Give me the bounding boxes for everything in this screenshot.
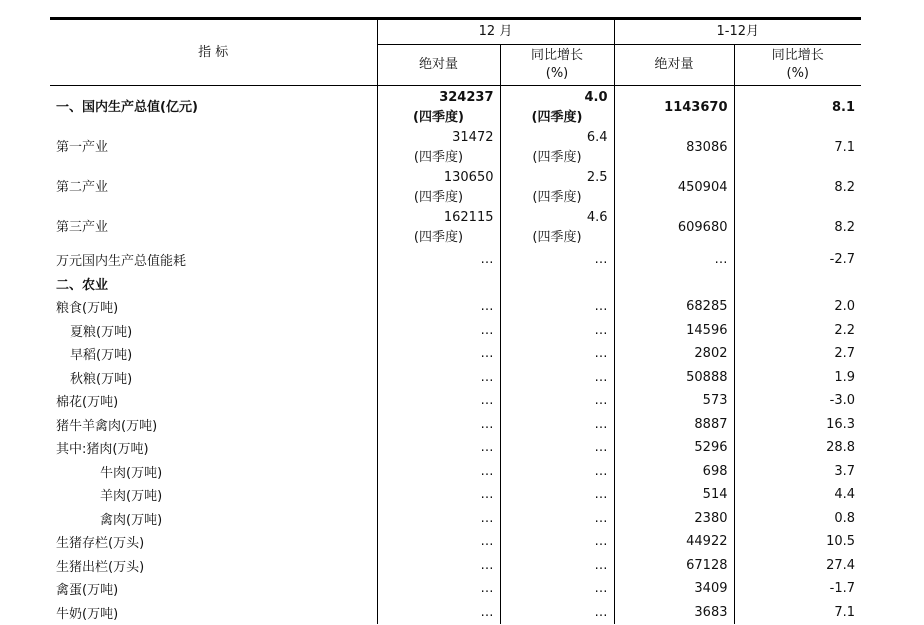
month-growth-note: (四季度) bbox=[532, 230, 582, 245]
year-growth-value: 8.2 bbox=[834, 180, 856, 195]
month-growth-value: … bbox=[500, 413, 614, 437]
year-abs-value: 3409 bbox=[614, 577, 734, 601]
month-growth-note: (四季度) bbox=[532, 190, 582, 205]
month-abs-value: … bbox=[377, 460, 500, 484]
year-growth-value: 2.7 bbox=[834, 346, 856, 362]
month-abs-value bbox=[377, 272, 500, 296]
year-growth-value: 8.1 bbox=[831, 100, 856, 115]
year-growth-value: 28.8 bbox=[826, 440, 856, 456]
month-growth-value: … bbox=[500, 436, 614, 460]
month-growth-number: 4.0 bbox=[584, 90, 608, 105]
month-abs-value bbox=[377, 86, 500, 129]
table-row bbox=[50, 460, 861, 484]
statistics-table bbox=[50, 17, 861, 624]
year-growth-value: 7.1 bbox=[834, 604, 856, 620]
month-abs-number: 324237 bbox=[439, 90, 494, 105]
indicator-name: 棉花(万吨) bbox=[50, 389, 377, 413]
year-growth-value: -3.0 bbox=[829, 393, 856, 409]
month-growth-value: … bbox=[500, 460, 614, 484]
month-abs-value bbox=[377, 128, 500, 168]
table-row bbox=[50, 342, 861, 366]
year-abs-value: 698 bbox=[614, 460, 734, 484]
year-abs-value: 514 bbox=[614, 483, 734, 507]
table-row bbox=[50, 86, 861, 129]
month-abs-note: (四季度) bbox=[413, 110, 464, 125]
month-growth-label: 同比增长 bbox=[530, 48, 583, 63]
year-abs-value bbox=[614, 272, 734, 296]
table-row bbox=[50, 248, 861, 272]
month-abs-value: … bbox=[377, 577, 500, 601]
indicator-name: 早稻(万吨) bbox=[50, 342, 377, 366]
month-group-header: 12 月 bbox=[377, 19, 614, 45]
year-growth-value: 2.0 bbox=[834, 299, 856, 315]
year-abs-value: 83086 bbox=[614, 128, 734, 168]
year-growth-value: -2.7 bbox=[829, 252, 856, 268]
month-growth-number: 6.4 bbox=[586, 130, 608, 145]
month-growth-value: … bbox=[500, 577, 614, 601]
year-abs-value: … bbox=[614, 248, 734, 272]
indicator-name: 万元国内生产总值能耗 bbox=[50, 248, 377, 272]
month-abs-value: … bbox=[377, 507, 500, 531]
indicator-name: 第一产业 bbox=[50, 128, 377, 168]
table-row bbox=[50, 577, 861, 601]
table-row bbox=[50, 168, 861, 208]
year-growth-value: -1.7 bbox=[829, 581, 856, 597]
indicator-name: 第二产业 bbox=[50, 168, 377, 208]
year-abs-value: 609680 bbox=[614, 208, 734, 248]
indicator-name: 粮食(万吨) bbox=[50, 295, 377, 319]
indicator-name: 羊肉(万吨) bbox=[50, 483, 377, 507]
month-abs-note: (四季度) bbox=[413, 230, 464, 245]
month-growth-value: … bbox=[500, 483, 614, 507]
table-body bbox=[50, 86, 861, 625]
month-abs-value: … bbox=[377, 295, 500, 319]
year-growth-value: 8.2 bbox=[834, 220, 856, 235]
table-row bbox=[50, 272, 861, 296]
month-abs-value: … bbox=[377, 413, 500, 437]
month-abs-value: … bbox=[377, 248, 500, 272]
month-abs-number: 31472 bbox=[452, 130, 494, 145]
table-row bbox=[50, 413, 861, 437]
year-abs-value: 5296 bbox=[614, 436, 734, 460]
year-growth-value bbox=[734, 272, 861, 296]
month-abs-value bbox=[377, 208, 500, 248]
month-growth-value: … bbox=[500, 601, 614, 625]
year-growth-value: 7.1 bbox=[834, 140, 856, 155]
month-growth-note: (四季度) bbox=[531, 110, 583, 125]
indicator-name: 生猪存栏(万头) bbox=[50, 530, 377, 554]
month-abs-value: … bbox=[377, 436, 500, 460]
month-growth-value: … bbox=[500, 319, 614, 343]
table-row bbox=[50, 507, 861, 531]
table-row bbox=[50, 601, 861, 625]
month-growth-value: … bbox=[500, 389, 614, 413]
year-abs-value: 68285 bbox=[614, 295, 734, 319]
month-growth-value: … bbox=[500, 342, 614, 366]
table-row bbox=[50, 389, 861, 413]
table-row bbox=[50, 319, 861, 343]
indicator-name: 牛奶(万吨) bbox=[50, 601, 377, 625]
year-abs-value: 14596 bbox=[614, 319, 734, 343]
table-row bbox=[50, 295, 861, 319]
year-abs-value: 8887 bbox=[614, 413, 734, 437]
indicator-name: 生猪出栏(万头) bbox=[50, 554, 377, 578]
year-abs-value: 44922 bbox=[614, 530, 734, 554]
month-abs-header: 绝对量 bbox=[377, 45, 500, 86]
year-abs-value: 1143670 bbox=[614, 86, 734, 129]
table-row bbox=[50, 208, 861, 248]
year-abs-value: 50888 bbox=[614, 366, 734, 390]
month-abs-value: … bbox=[377, 342, 500, 366]
month-abs-value: … bbox=[377, 389, 500, 413]
year-growth-value: 2.2 bbox=[834, 322, 856, 338]
month-abs-number: 130650 bbox=[443, 170, 494, 185]
month-abs-value: … bbox=[377, 483, 500, 507]
table-row bbox=[50, 530, 861, 554]
year-growth-value: 10.5 bbox=[826, 534, 856, 550]
year-growth-value: 4.4 bbox=[834, 487, 856, 503]
year-growth-label: 同比增长 bbox=[771, 48, 824, 63]
indicator-name: 禽蛋(万吨) bbox=[50, 577, 377, 601]
indicator-name: 禽肉(万吨) bbox=[50, 507, 377, 531]
indicator-name: 其中:猪肉(万吨) bbox=[50, 436, 377, 460]
month-growth-value: … bbox=[500, 554, 614, 578]
indicator-name: 一、国内生产总值(亿元) bbox=[50, 86, 377, 129]
indicator-name: 牛肉(万吨) bbox=[50, 460, 377, 484]
month-growth-value bbox=[500, 208, 614, 248]
month-abs-value: … bbox=[377, 366, 500, 390]
month-growth-number: 4.6 bbox=[586, 210, 608, 225]
year-group-header: 1-12月 bbox=[614, 19, 861, 45]
month-growth-header bbox=[500, 45, 614, 86]
month-growth-value: … bbox=[500, 248, 614, 272]
month-growth-number: 2.5 bbox=[586, 170, 608, 185]
year-abs-value: 3683 bbox=[614, 601, 734, 625]
year-abs-value: 2380 bbox=[614, 507, 734, 531]
year-abs-value: 573 bbox=[614, 389, 734, 413]
month-growth-value: … bbox=[500, 366, 614, 390]
month-growth-value: … bbox=[500, 295, 614, 319]
month-growth-value bbox=[500, 168, 614, 208]
table-row bbox=[50, 554, 861, 578]
month-abs-value: … bbox=[377, 554, 500, 578]
indicator-name: 秋粮(万吨) bbox=[50, 366, 377, 390]
table-row bbox=[50, 483, 861, 507]
indicator-name: 二、农业 bbox=[50, 272, 377, 296]
month-abs-note: (四季度) bbox=[413, 190, 464, 205]
month-abs-note: (四季度) bbox=[413, 150, 464, 165]
year-abs-value: 450904 bbox=[614, 168, 734, 208]
indicator-name: 第三产业 bbox=[50, 208, 377, 248]
month-abs-value: … bbox=[377, 530, 500, 554]
year-abs-value: 67128 bbox=[614, 554, 734, 578]
year-abs-value: 2802 bbox=[614, 342, 734, 366]
year-growth-unit: (%) bbox=[786, 66, 809, 81]
table-row bbox=[50, 128, 861, 168]
month-growth-value bbox=[500, 86, 614, 129]
year-growth-value: 0.8 bbox=[834, 510, 856, 526]
month-abs-value: … bbox=[377, 601, 500, 625]
year-growth-value: 27.4 bbox=[826, 557, 856, 573]
month-growth-value bbox=[500, 128, 614, 168]
month-growth-value: … bbox=[500, 530, 614, 554]
month-growth-value bbox=[500, 272, 614, 296]
table-row bbox=[50, 436, 861, 460]
indicator-name: 夏粮(万吨) bbox=[50, 319, 377, 343]
table-row bbox=[50, 366, 861, 390]
month-abs-value bbox=[377, 168, 500, 208]
year-growth-value: 1.9 bbox=[834, 369, 856, 385]
indicator-name: 猪牛羊禽肉(万吨) bbox=[50, 413, 377, 437]
year-growth-value: 16.3 bbox=[826, 416, 856, 432]
year-growth-header bbox=[734, 45, 861, 86]
year-abs-header: 绝对量 bbox=[614, 45, 734, 86]
month-growth-unit: (%) bbox=[545, 66, 569, 81]
month-growth-note: (四季度) bbox=[532, 150, 582, 165]
month-abs-number: 162115 bbox=[443, 210, 494, 225]
indicator-header: 指 标 bbox=[50, 19, 377, 86]
month-growth-value: … bbox=[500, 507, 614, 531]
table-header bbox=[50, 19, 861, 86]
year-growth-value: 3.7 bbox=[834, 463, 856, 479]
month-abs-value: … bbox=[377, 319, 500, 343]
